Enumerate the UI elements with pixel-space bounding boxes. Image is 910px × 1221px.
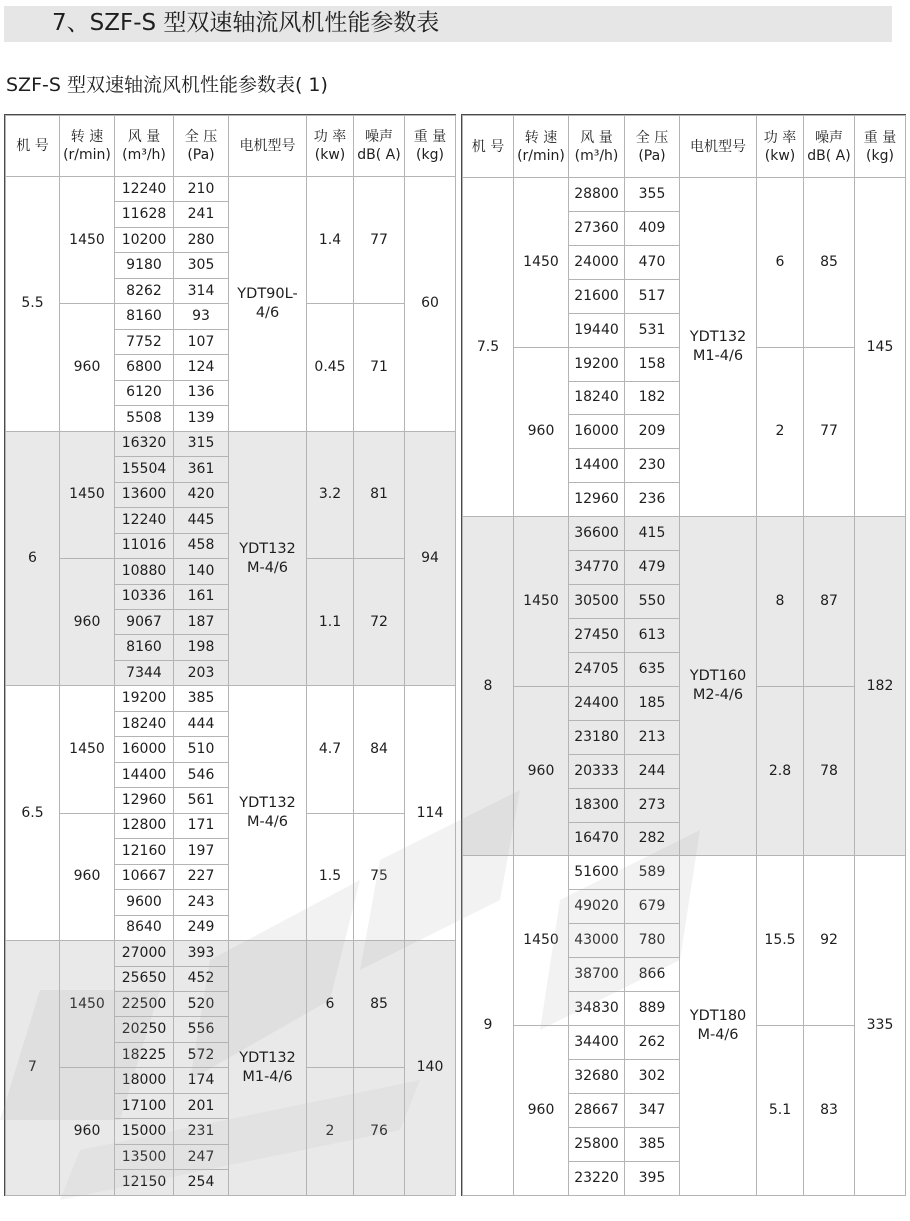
power-cell: 8 — [757, 517, 804, 687]
motor-model-line1: YDT132 — [689, 329, 747, 346]
airflow-cell: 11628 — [115, 202, 174, 227]
column-header — [115, 116, 174, 177]
column-header-label: 转 速 — [524, 129, 558, 146]
airflow-cell: 10667 — [115, 864, 174, 889]
pressure-cell: 262 — [625, 1026, 680, 1060]
column-header-label: 风 量 — [580, 129, 613, 146]
airflow-cell: 5508 — [115, 406, 174, 431]
power-cell: 5.1 — [757, 1026, 804, 1196]
airflow-cell: 49020 — [569, 890, 625, 924]
column-header-unit: (kg) — [866, 147, 894, 164]
column-header-unit: (r/min) — [63, 147, 111, 163]
airflow-cell: 8640 — [115, 915, 174, 940]
left-performance-table — [4, 114, 456, 1196]
table-row — [6, 177, 456, 202]
speed-cell: 1450 — [514, 178, 569, 348]
pressure-cell: 510 — [174, 737, 229, 762]
motor-model-cell — [680, 856, 757, 1195]
airflow-cell: 19440 — [569, 313, 625, 347]
pressure-cell: 409 — [625, 211, 680, 245]
airflow-cell: 15000 — [115, 1119, 174, 1144]
column-header-label: 电机型号 — [690, 138, 746, 155]
speed-cell: 1450 — [60, 686, 115, 813]
left-table — [5, 115, 456, 1196]
airflow-cell: 14400 — [115, 762, 174, 787]
pressure-cell: 635 — [625, 652, 680, 686]
airflow-cell: 15504 — [115, 457, 174, 482]
airflow-cell: 12800 — [115, 813, 174, 838]
speed-cell: 1450 — [60, 941, 115, 1068]
airflow-cell: 8160 — [115, 635, 174, 660]
power-cell: 1.1 — [307, 559, 354, 686]
airflow-cell: 19200 — [115, 686, 174, 711]
weight-cell: 145 — [855, 178, 906, 517]
airflow-cell: 19200 — [569, 347, 625, 381]
column-header-unit: (Pa) — [638, 147, 666, 164]
pressure-cell: 244 — [625, 754, 680, 788]
motor-model-line2: M-4/6 — [246, 559, 289, 576]
power-cell: 1.5 — [307, 813, 354, 940]
column-header-label: 机 号 — [16, 138, 49, 154]
table-title: SZF-S 型双速轴流风机性能参数表( 1) — [6, 74, 328, 96]
pressure-cell: 395 — [625, 1161, 680, 1195]
airflow-cell: 27450 — [569, 618, 625, 652]
column-header — [405, 116, 456, 177]
airflow-cell: 16470 — [569, 822, 625, 856]
pressure-cell: 302 — [625, 1059, 680, 1093]
column-header — [680, 116, 757, 178]
motor-model-line1: YDT132 — [239, 795, 296, 812]
airflow-cell: 32680 — [569, 1059, 625, 1093]
pressure-cell: 185 — [625, 686, 680, 720]
column-header-label: 功 率 — [763, 129, 797, 146]
pressure-cell: 589 — [625, 856, 680, 890]
power-cell: 2 — [307, 1068, 354, 1195]
header-row — [6, 116, 456, 177]
airflow-cell: 34400 — [569, 1026, 625, 1060]
machine-group — [6, 686, 456, 941]
airflow-cell: 8160 — [115, 304, 174, 329]
column-header — [569, 116, 625, 178]
pressure-cell: 780 — [625, 924, 680, 958]
pressure-cell: 241 — [174, 202, 229, 227]
pressure-cell: 679 — [625, 890, 680, 924]
speed-cell: 1450 — [60, 177, 115, 304]
column-header — [804, 116, 855, 178]
table-row — [6, 431, 456, 456]
pressure-cell: 444 — [174, 711, 229, 736]
pressure-cell: 273 — [625, 788, 680, 822]
pressure-cell: 201 — [174, 1093, 229, 1118]
pressure-cell: 231 — [174, 1119, 229, 1144]
airflow-cell: 12240 — [115, 508, 174, 533]
airflow-cell: 12150 — [115, 1170, 174, 1195]
airflow-cell: 6120 — [115, 380, 174, 405]
pressure-cell: 550 — [625, 585, 680, 619]
column-header-label: 风 量 — [127, 129, 161, 145]
pressure-cell: 107 — [174, 329, 229, 354]
weight-cell: 94 — [405, 431, 456, 686]
pressure-cell: 393 — [174, 941, 229, 966]
weight-cell: 60 — [405, 177, 456, 432]
noise-cell: 87 — [804, 517, 855, 687]
pressure-cell: 347 — [625, 1093, 680, 1127]
weight-cell: 140 — [405, 941, 456, 1196]
pressure-cell: 236 — [625, 483, 680, 517]
airflow-cell: 51600 — [569, 856, 625, 890]
column-header — [307, 116, 354, 177]
pressure-cell: 305 — [174, 253, 229, 278]
motor-model-cell — [680, 517, 757, 856]
airflow-cell: 27360 — [569, 211, 625, 245]
airflow-cell: 11016 — [115, 533, 174, 558]
column-header-unit: (m³/h) — [574, 147, 619, 164]
airflow-cell: 12160 — [115, 839, 174, 864]
pressure-cell: 93 — [174, 304, 229, 329]
airflow-cell: 6800 — [115, 355, 174, 380]
pressure-cell: 136 — [174, 380, 229, 405]
airflow-cell: 7344 — [115, 660, 174, 685]
pressure-cell: 415 — [625, 517, 680, 551]
power-cell: 2.8 — [757, 686, 804, 856]
pressure-cell: 531 — [625, 313, 680, 347]
airflow-cell: 28667 — [569, 1093, 625, 1127]
airflow-cell: 24705 — [569, 652, 625, 686]
pressure-cell: 889 — [625, 992, 680, 1026]
motor-model-line1: YDT90L- — [237, 285, 298, 302]
right-table — [462, 115, 906, 1196]
pressure-cell: 520 — [174, 992, 229, 1017]
pressure-cell: 187 — [174, 609, 229, 634]
noise-cell: 77 — [804, 347, 855, 517]
column-header-label: 重 量 — [413, 129, 447, 145]
airflow-cell: 24400 — [569, 686, 625, 720]
speed-cell: 1450 — [514, 856, 569, 1026]
machine-number-cell: 7.5 — [463, 178, 514, 517]
airflow-cell: 43000 — [569, 924, 625, 958]
column-header-unit: (kw) — [764, 147, 796, 164]
column-header — [354, 116, 405, 177]
pressure-cell: 209 — [625, 415, 680, 449]
pressure-cell: 197 — [174, 839, 229, 864]
pressure-cell: 139 — [174, 406, 229, 431]
pressure-cell: 158 — [625, 347, 680, 381]
pressure-cell: 254 — [174, 1170, 229, 1195]
airflow-cell: 25650 — [115, 966, 174, 991]
speed-cell: 960 — [60, 559, 115, 686]
motor-model-line2: M2-4/6 — [692, 687, 744, 704]
airflow-cell: 18300 — [569, 788, 625, 822]
machine-number-cell: 8 — [463, 517, 514, 856]
motor-model-cell — [229, 686, 307, 941]
motor-model-line1: YDT132 — [239, 540, 296, 557]
motor-model-line2: 4/6 — [255, 304, 280, 321]
header-row — [463, 116, 906, 178]
noise-cell: 83 — [804, 1026, 855, 1196]
airflow-cell: 13600 — [115, 482, 174, 507]
motor-model-line1: YDT160 — [689, 668, 747, 685]
airflow-cell: 16000 — [115, 737, 174, 762]
pressure-cell: 470 — [625, 245, 680, 279]
pressure-cell: 230 — [625, 449, 680, 483]
speed-cell: 1450 — [514, 517, 569, 687]
section-title: 7、SZF-S 型双速轴流风机性能参数表 — [52, 10, 440, 36]
weight-cell: 182 — [855, 517, 906, 856]
airflow-cell: 18240 — [115, 711, 174, 736]
power-cell: 6 — [757, 178, 804, 348]
pressure-cell: 479 — [625, 551, 680, 585]
airflow-cell: 10200 — [115, 227, 174, 252]
pressure-cell: 572 — [174, 1042, 229, 1067]
power-cell: 6 — [307, 941, 354, 1068]
pressure-cell: 182 — [625, 381, 680, 415]
machine-group — [6, 431, 456, 686]
noise-cell: 77 — [354, 177, 405, 304]
pressure-cell: 314 — [174, 278, 229, 303]
airflow-cell: 10880 — [115, 559, 174, 584]
column-header-label: 全 压 — [635, 129, 669, 146]
machine-group — [463, 178, 906, 517]
pressure-cell: 282 — [625, 822, 680, 856]
motor-model-line1: YDT180 — [689, 1007, 747, 1024]
pressure-cell: 561 — [174, 788, 229, 813]
airflow-cell: 18225 — [115, 1042, 174, 1067]
pressure-cell: 546 — [174, 762, 229, 787]
airflow-cell: 25800 — [569, 1127, 625, 1161]
column-header — [60, 116, 115, 177]
airflow-cell: 8262 — [115, 278, 174, 303]
machine-group — [463, 856, 906, 1195]
column-header-label: 噪声 — [365, 129, 393, 145]
noise-cell: 71 — [354, 304, 405, 431]
column-header-unit: (m³/h) — [122, 147, 166, 163]
column-header-label: 噪声 — [815, 129, 843, 146]
pressure-cell: 517 — [625, 279, 680, 313]
airflow-cell: 9600 — [115, 890, 174, 915]
airflow-cell: 23180 — [569, 720, 625, 754]
power-cell: 15.5 — [757, 856, 804, 1026]
airflow-cell: 38700 — [569, 958, 625, 992]
airflow-cell: 28800 — [569, 178, 625, 212]
motor-model-line1: YDT132 — [239, 1049, 296, 1066]
airflow-cell: 9067 — [115, 609, 174, 634]
column-header-label: 机 号 — [471, 138, 505, 155]
noise-cell: 92 — [804, 856, 855, 1026]
speed-cell: 960 — [60, 304, 115, 431]
motor-model-cell — [229, 431, 307, 686]
pressure-cell: 140 — [174, 559, 229, 584]
column-header-unit: dB( A) — [357, 147, 401, 163]
machine-number-cell: 7 — [6, 941, 60, 1196]
airflow-cell: 27000 — [115, 941, 174, 966]
noise-cell: 78 — [804, 686, 855, 856]
motor-model-cell — [680, 178, 757, 517]
table-row — [463, 178, 906, 212]
machine-group — [6, 177, 456, 432]
airflow-cell: 36600 — [569, 517, 625, 551]
machine-number-cell: 5.5 — [6, 177, 60, 432]
speed-cell: 960 — [60, 813, 115, 940]
airflow-cell: 20333 — [569, 754, 625, 788]
noise-cell: 85 — [804, 178, 855, 348]
pressure-cell: 210 — [174, 177, 229, 202]
pressure-cell: 613 — [625, 618, 680, 652]
column-header-unit: (kg) — [416, 147, 444, 163]
noise-cell: 72 — [354, 559, 405, 686]
column-header-label: 功 率 — [313, 129, 347, 145]
pressure-cell: 556 — [174, 1017, 229, 1042]
airflow-cell: 17100 — [115, 1093, 174, 1118]
machine-number-cell: 6 — [6, 431, 60, 686]
pressure-cell: 445 — [174, 508, 229, 533]
pressure-cell: 315 — [174, 431, 229, 456]
right-performance-table — [461, 114, 906, 1196]
motor-model-line2: M1-4/6 — [692, 348, 744, 365]
machine-group — [463, 517, 906, 856]
pressure-cell: 174 — [174, 1068, 229, 1093]
motor-model-line2: M-4/6 — [697, 1026, 739, 1043]
power-cell: 1.4 — [307, 177, 354, 304]
airflow-cell: 12960 — [115, 788, 174, 813]
speed-cell: 960 — [514, 347, 569, 517]
airflow-cell: 14400 — [569, 449, 625, 483]
pressure-cell: 203 — [174, 660, 229, 685]
column-header — [625, 116, 680, 178]
pressure-cell: 420 — [174, 482, 229, 507]
noise-cell: 85 — [354, 941, 405, 1068]
column-header-unit: (kw) — [314, 147, 346, 163]
noise-cell: 81 — [354, 431, 405, 558]
airflow-cell: 24000 — [569, 245, 625, 279]
speed-cell: 960 — [514, 686, 569, 856]
pressure-cell: 213 — [625, 720, 680, 754]
airflow-cell: 21600 — [569, 279, 625, 313]
column-header — [514, 116, 569, 178]
pressure-cell: 247 — [174, 1144, 229, 1169]
motor-model-line2: M-4/6 — [246, 814, 289, 831]
airflow-cell: 16000 — [569, 415, 625, 449]
column-header-label: 重 量 — [863, 129, 897, 146]
airflow-cell: 22500 — [115, 992, 174, 1017]
pressure-cell: 385 — [174, 686, 229, 711]
airflow-cell: 12960 — [569, 483, 625, 517]
pressure-cell: 385 — [625, 1127, 680, 1161]
pressure-cell: 866 — [625, 958, 680, 992]
column-header-unit: (Pa) — [187, 147, 215, 163]
column-header — [463, 116, 514, 178]
airflow-cell: 34770 — [569, 551, 625, 585]
airflow-cell: 34830 — [569, 992, 625, 1026]
pressure-cell: 452 — [174, 966, 229, 991]
pressure-cell: 171 — [174, 813, 229, 838]
table-row — [463, 517, 906, 551]
airflow-cell: 16320 — [115, 431, 174, 456]
motor-model-line2: M1-4/6 — [242, 1068, 293, 1085]
airflow-cell: 12240 — [115, 177, 174, 202]
weight-cell: 335 — [855, 856, 906, 1195]
column-header-unit: dB( A) — [807, 147, 851, 164]
pressure-cell: 243 — [174, 890, 229, 915]
pressure-cell: 280 — [174, 227, 229, 252]
table-row — [6, 941, 456, 966]
weight-cell: 114 — [405, 686, 456, 941]
column-header — [6, 116, 60, 177]
pressure-cell: 124 — [174, 355, 229, 380]
airflow-cell: 13500 — [115, 1144, 174, 1169]
power-cell: 3.2 — [307, 431, 354, 558]
noise-cell: 84 — [354, 686, 405, 813]
pressure-cell: 361 — [174, 457, 229, 482]
column-header — [855, 116, 906, 178]
column-header-unit: (r/min) — [517, 147, 565, 164]
pressure-cell: 198 — [174, 635, 229, 660]
pressure-cell: 458 — [174, 533, 229, 558]
pressure-cell: 355 — [625, 178, 680, 212]
speed-cell: 960 — [514, 1026, 569, 1196]
airflow-cell: 30500 — [569, 585, 625, 619]
power-cell: 2 — [757, 347, 804, 517]
airflow-cell: 23220 — [569, 1161, 625, 1195]
power-cell: 0.45 — [307, 304, 354, 431]
motor-model-cell — [229, 177, 307, 432]
column-header-label: 转 速 — [70, 129, 104, 145]
power-cell: 4.7 — [307, 686, 354, 813]
column-header-label: 电机型号 — [239, 138, 296, 154]
speed-cell: 960 — [60, 1068, 115, 1195]
machine-number-cell: 9 — [463, 856, 514, 1195]
machine-number-cell: 6.5 — [6, 686, 60, 941]
airflow-cell: 20250 — [115, 1017, 174, 1042]
motor-model-cell — [229, 941, 307, 1196]
noise-cell: 76 — [354, 1068, 405, 1195]
column-header-label: 全 压 — [184, 129, 218, 145]
airflow-cell: 10336 — [115, 584, 174, 609]
pressure-cell: 227 — [174, 864, 229, 889]
column-header — [229, 116, 307, 177]
airflow-cell: 18240 — [569, 381, 625, 415]
column-header — [757, 116, 804, 178]
speed-cell: 1450 — [60, 431, 115, 558]
airflow-cell: 18000 — [115, 1068, 174, 1093]
column-header — [174, 116, 229, 177]
machine-group — [6, 941, 456, 1196]
table-row — [463, 856, 906, 890]
pressure-cell: 161 — [174, 584, 229, 609]
airflow-cell: 7752 — [115, 329, 174, 354]
table-row — [6, 686, 456, 711]
pressure-cell: 249 — [174, 915, 229, 940]
noise-cell: 75 — [354, 813, 405, 940]
airflow-cell: 9180 — [115, 253, 174, 278]
